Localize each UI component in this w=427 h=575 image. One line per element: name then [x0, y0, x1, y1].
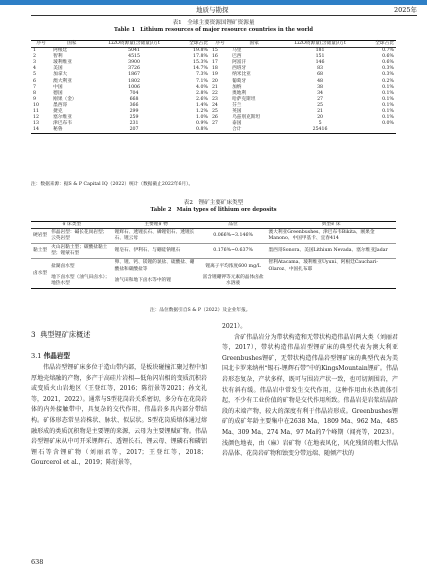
table2-cell: 火山岩黏土型；碳酸盐黏土型；锂蒙石型	[49, 244, 113, 259]
table1-cell: 5	[318, 121, 322, 127]
table1-caption-cn: 表1 全球主要资源国锂矿资源量	[172, 20, 255, 26]
table1-header-cell: Li2O资源量(含储量)/万t	[92, 41, 175, 48]
subsection-heading	[31, 350, 70, 360]
table2-row	[31, 274, 396, 289]
table1-cell: 17	[211, 60, 218, 66]
table1-cell: 1.0%	[196, 115, 208, 121]
table1-cell: 加纳	[232, 84, 242, 90]
table2-cell: 富含锂硼钾等元素的晶体卤盐水溶液	[202, 274, 264, 286]
table2-cell: 油气田和地下卤水等中的锂	[114, 277, 171, 283]
table2-row	[31, 244, 396, 259]
table1	[31, 40, 396, 134]
table1-cell: 0.0%	[382, 121, 394, 127]
table1-cell: 19.8%	[193, 48, 208, 54]
table1-cell: 2.8%	[196, 90, 208, 96]
table2-header-row	[31, 222, 396, 229]
left-paragraph-1: 伟晶岩型锂矿床多位于造山带内部，是板块碰撞汇聚过程中加厚地壳熔融的产物，多产于高硅片岩相—低角闪岩相的变质沉积岩或变质火山岩地区（王登红等，2016；陈衍景等2021；孙文礼等，2021，2022）。通常与S型花岗岩关系密切，多分布在花岗岩体的内外接触带中，具复杂的交代作用，伟晶岩多具内部分带结构。矿体形态常呈岩株状、脉状、似层状。S型花岗质熔体通过熔融形成的类质沉积物是主要锂的来源，云母为主要锂赋矿物。伟晶岩型锂矿床从中可开采锂辉石、透锂长石、锂云母、锂磷石和磷铝锂石等含锂矿物（刘丽君等，2017；王登红等，2018；Gourcerol et al.，2019；陈衍景等，	[31, 364, 207, 467]
table1-cell: 1006	[128, 84, 141, 90]
table1-cell: 哈萨克斯坦	[232, 96, 256, 102]
table1-cell: 阿根廷	[53, 48, 68, 54]
table1-cell: 智利	[53, 54, 63, 60]
table1-cell: 秘鲁	[53, 127, 63, 133]
table1-cell: 5041	[128, 48, 141, 54]
table1-cell: 6	[33, 78, 36, 84]
table1-cell: 7	[33, 84, 36, 90]
table1-cell: 27	[211, 121, 218, 127]
table1-cell: 26	[211, 115, 218, 121]
table1-cell: 4	[33, 66, 36, 72]
table1-cell: 捷克	[53, 109, 63, 115]
table1-cell: 8	[33, 90, 36, 96]
table1-cell: 15.3%	[193, 60, 208, 66]
table1-cell: 美国	[53, 66, 63, 72]
section-number: 3	[31, 330, 36, 339]
table1-cell: 668	[129, 96, 139, 102]
table1-cell: 西班牙	[232, 66, 247, 72]
subsection-title: 伟晶岩型	[43, 352, 70, 360]
left-column-text	[31, 363, 207, 469]
table1-cell: 19	[211, 72, 218, 78]
table1-cell: 18	[211, 66, 218, 72]
table1-cell: 16	[211, 54, 218, 60]
table1-cell: 德国	[53, 90, 63, 96]
table1-cell: 1.4%	[196, 102, 208, 108]
table1-cell: 0.1%	[382, 84, 394, 90]
table2-cell: 澳大利亚Greenbushes、津巴布韦Bikita、刚果金Manono、中国甲基卡、宜春414	[266, 229, 396, 244]
table2-cell: 地下卤水型（油气田卤水）；地热水型	[51, 274, 110, 286]
table1-cell: 0.1%	[382, 115, 394, 121]
table1-cell: 合计	[232, 127, 242, 133]
table2-cell: 0.176%~0.637%	[200, 244, 267, 259]
table1-cell: 1.2%	[196, 109, 208, 115]
table1-cell: 3726	[128, 66, 141, 72]
table1-caption-en: Table 1 Lithium resources of major resource countries in the world	[114, 27, 313, 33]
table1-cell: 0.6%	[382, 60, 394, 66]
table1-cell: 21	[211, 84, 218, 90]
right-paragraph-1: 2021）。	[222, 323, 247, 330]
page-number: 638	[31, 558, 44, 566]
table1-cell: 20	[317, 115, 324, 121]
table2-note: 注：品位数据引自S & P（2022）及企业年报。	[150, 308, 251, 313]
table1-cell: 146	[315, 60, 325, 66]
table1-cell: 3	[33, 60, 36, 66]
table1-cell: 181	[315, 48, 325, 54]
table1-cell: 0.1%	[382, 96, 394, 102]
table1-cell: 259	[129, 115, 139, 121]
table1-cell: 马里	[232, 48, 242, 54]
table1-cell: 0.1%	[382, 109, 394, 115]
table1-cell: 4.0%	[196, 84, 208, 90]
table1-cell: 25416	[312, 127, 328, 133]
table1-cell: 704	[129, 90, 139, 96]
table1-cell: 0.3%	[382, 66, 394, 72]
table1-cell: 25	[211, 109, 218, 115]
table2-header-cell: 典型矿床	[266, 222, 396, 229]
table2-cell: 0.066%~3.146%	[200, 229, 267, 244]
table1-header-row	[31, 41, 396, 48]
table1-cell: 1	[33, 48, 36, 54]
table1-cell: 墨西哥	[53, 102, 68, 108]
table2-cell: 锂皂石、伊利石、与硼硅钠锂石	[113, 244, 200, 259]
table1-cell: 0.9%	[196, 121, 208, 127]
table1-cell: 0.2%	[382, 78, 394, 84]
table2-cell	[266, 274, 396, 289]
table2-cell: 墨西哥Sonora、美国Lithium Nevada、塞尔维亚Jadar	[266, 244, 396, 259]
table1-cell: 7.3%	[196, 72, 208, 78]
table1-header-cell: 序号	[31, 41, 51, 48]
table1-cell: 葡萄牙	[232, 78, 247, 84]
table1-cell: 27	[317, 96, 324, 102]
table1-cell: 1802	[128, 78, 141, 84]
table2-row	[31, 229, 396, 244]
table1-cell: 2	[33, 54, 36, 60]
table1-cell: 3900	[128, 60, 141, 66]
section-title: 典型锂矿床概述	[40, 330, 91, 339]
table1-cell: 中国	[53, 84, 63, 90]
table1-cell: 玻利维亚	[53, 60, 72, 66]
section-heading	[31, 330, 90, 340]
table1-cell: 2.6%	[196, 96, 208, 102]
table1-cell: 25	[317, 102, 324, 108]
table1-cell: 津巴布韦	[53, 121, 72, 127]
table2	[31, 221, 396, 289]
table1-cell: 12	[33, 115, 39, 121]
table1-cell: 48	[317, 78, 324, 84]
table2-row	[31, 259, 396, 274]
table1-cell: 366	[129, 102, 139, 108]
table2-cell: 伟晶岩型：碱长花岗岩型；云英岩型	[49, 229, 113, 244]
table2-type-cell: 硬岩型	[31, 229, 49, 244]
table1-cell: 奥地利	[232, 90, 247, 96]
table2-cell: 锂辉石、透锂长石、磷锂铝石、透锂长石、锂云母	[113, 229, 200, 244]
table1-note: 注：数据来源：据S & P Capital IQ（2022）统计（数据截止2022年6月）。	[31, 182, 194, 187]
table1-cell: 17.8%	[193, 54, 208, 60]
table1-cell: 0.6%	[382, 54, 394, 60]
table1-cell: 13	[33, 121, 39, 127]
table1-caption	[0, 20, 427, 34]
table2-type-cell: 卤水型	[33, 270, 48, 276]
table1-cell: 15	[211, 48, 218, 54]
subsection-number: 3.1	[31, 352, 42, 360]
table2-cell: 盐湖卤水型	[51, 263, 75, 269]
table1-cell: 0.1%	[382, 90, 394, 96]
table1-cell: 20	[211, 78, 218, 84]
table1-cell: 68	[317, 72, 324, 78]
table1-cell: 151	[315, 54, 325, 60]
table1-cell: 83	[317, 66, 324, 72]
table1-header-cell: 全球占比	[176, 41, 210, 48]
table1-cell: 加拿大	[53, 72, 68, 78]
table2-caption-cn: 表2 锂矿主要矿床类型	[183, 200, 244, 206]
table1-cell: 34	[317, 90, 324, 96]
table1-cell: 23	[211, 96, 218, 102]
table1-header-cell: 国家	[230, 41, 278, 48]
table1-cell: 10	[33, 102, 39, 108]
table1-cell: 24	[211, 102, 218, 108]
table2-header-cell: 主要锂矿物	[113, 222, 200, 229]
table1-cell: 9	[33, 96, 36, 102]
table1-cell: 5	[33, 72, 36, 78]
table2-type-cell: 黏土型	[31, 244, 49, 259]
table1-cell: 芬兰	[232, 102, 242, 108]
table1-cell: 0.3%	[382, 72, 394, 78]
table1-cell: 22	[211, 90, 218, 96]
table1-header-cell: 国家	[51, 41, 92, 48]
table1-cell: 0.1%	[382, 102, 394, 108]
table1-cell: 纳米比亚	[232, 72, 251, 78]
table1-cell: 0.8%	[196, 127, 208, 133]
table1-cell: 澳大利亚	[53, 78, 72, 84]
table2-cell: 卵、锂、钙、镁锂的氯盐、硫酸盐、硼酸盐和碳酸盐等	[114, 260, 195, 272]
header-rule	[31, 15, 417, 16]
table1-cell: 0.7%	[382, 48, 394, 54]
table1-cell: 7.1%	[196, 78, 208, 84]
table1-cell: 乌兹别克斯坦	[232, 115, 261, 121]
table1-cell: 231	[129, 121, 139, 127]
table1-cell: 泰国	[232, 121, 242, 127]
table2-header-cell: 品位	[200, 222, 267, 229]
right-paragraph-2: 含矿伟晶岩分为带状构造和无带状构造伟晶岩两大类（刘丽君等，2017），带状构造伟晶岩型锂矿床的典型代表为澳大利亚Greenbushes锂矿，无带状构造伟晶岩型锂矿床的典型代表为美国北卡罗来纳州“锡石-锂辉石带”中的KingsMountain锂矿。伟晶岩形态复杂，产状多样，既可与围岩产状一致，也可切割围岩，产状有斜有缓。伟晶岩中常发生交代作用，这种作用由水热流体引起，不少有工业价值的矿物是交代作用所致。伟晶岩是岩浆结晶阶段的末端产物，较大的深度有利于伟晶岩形成。Greenbushes锂矿的成矿年龄主要集中在2638 Ma、1809 Ma、962 Ma、485 Ma、309 Ma、274 Ma、97 Ma的7个峰期（闻亮等，2023）。浅颜色地表，由（麻）岩矿物（在地表风化，风化残留的粗大伟晶岩晶体、花岗岩矿物和蚀变分带远端、随倾产状的	[222, 333, 398, 458]
journal-title: 地质与勘探	[196, 6, 229, 14]
table1-cell: 4515	[128, 54, 141, 60]
table1-header-cell: 序号	[210, 41, 230, 48]
table2-cell: 锂离子平均浓度600 mg/L	[205, 263, 261, 269]
table1-cell: 11	[33, 109, 39, 115]
table1-cell: 38	[317, 84, 324, 90]
table1-cell	[210, 127, 230, 134]
table1-header-cell: 全球占比	[362, 41, 396, 48]
table1-cell: 21	[317, 109, 324, 115]
table1-cell: 207	[129, 127, 139, 133]
table1-cell: 14.7%	[193, 66, 208, 72]
table1-cell: 刚果（金）	[53, 96, 77, 102]
journal-year: 2025年	[393, 6, 417, 14]
table1-cell: 塞尔维亚	[53, 115, 72, 121]
table1-cell: 299	[129, 109, 139, 115]
table1-header-cell: Li2O资源量(含储量)/万t	[278, 41, 361, 48]
table1-row	[31, 127, 396, 134]
table2-caption	[0, 200, 427, 214]
table1-cell	[362, 127, 396, 134]
right-column-text	[222, 322, 398, 460]
table2-caption-en: Table 2 Main types of lithium ore deposits	[150, 207, 277, 213]
table2-cell: 智利Atacama、玻利维亚Uyuni、阿根廷Cauchari-Olaroz、中国扎布耶	[268, 260, 378, 272]
table1-cell: 阿富汗	[232, 60, 247, 66]
table1-cell: 巴西	[232, 54, 242, 60]
table1-cell: 英国	[232, 109, 242, 115]
table1-cell: 14	[33, 127, 39, 133]
table2-header-cell: 矿床类型	[31, 222, 113, 229]
table1-cell: 1867	[128, 72, 141, 78]
